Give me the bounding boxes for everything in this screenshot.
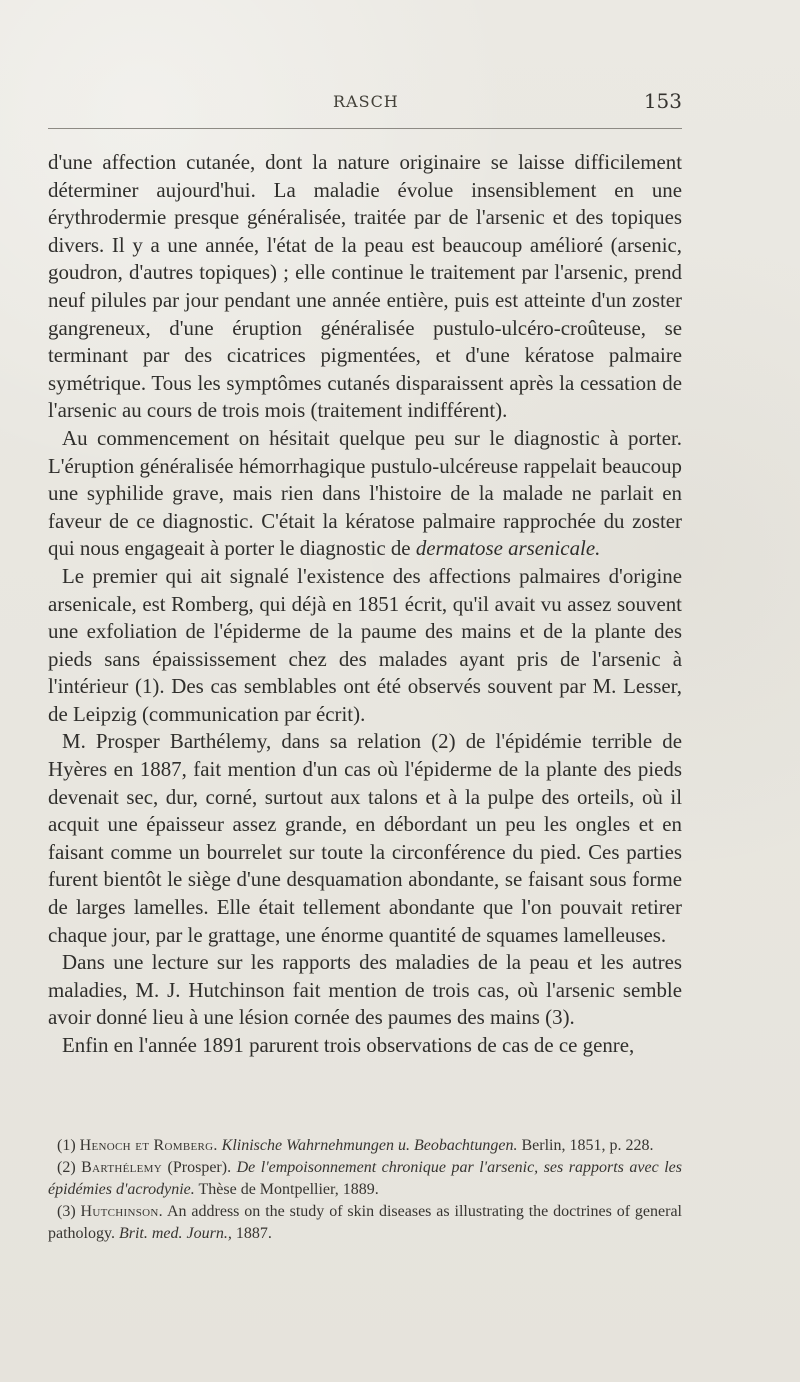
footnote-3-rest-before-title: An address on the study of skin diseases as illustrating the doctrines of general pathology. bbox=[48, 1203, 682, 1242]
footnote-2-author-extra: (Prosper). bbox=[167, 1159, 232, 1176]
footnote-2-title: De l'empoisonnement chronique par l'arsenic, ses rapports avec les épidémies d'acrodynie. bbox=[48, 1159, 682, 1198]
header-rule bbox=[48, 128, 682, 129]
paragraph-4: M. Prosper Barthélemy, dans sa relation (2) de l'épidémie terrible de Hyères en 1887, fait mention d'un cas où l'épiderme de la plante des pieds devenait sec, dur, corné, surtout aux talons et à la pulpe des orteils, où il acquit une épaisseur assez grande, en débordant un peu les ongles et en faisant comme un bourrelet sur toute la circonférence du pied. Ces parties furent bientôt le siège d'une desquamation abondante, se faisant sous forme de larges lamelles. Elle était tellement abondante que l'on pouvait retirer chaque jour, par le grattage, une énorme quantité de squames lamelleuses. bbox=[48, 729, 682, 947]
paragraph-2-italic-term: dermatose arsenicale. bbox=[415, 536, 601, 561]
footnote-1-author: Henoch et Romberg. bbox=[79, 1137, 218, 1154]
footnote-2 bbox=[48, 1157, 682, 1201]
footnote-2-author: Barthélemy bbox=[81, 1159, 163, 1176]
running-title: RASCH bbox=[333, 92, 399, 111]
footnote-2-rest: Thèse de Montpellier, 1889. bbox=[198, 1181, 379, 1198]
footnote-1-number: (1) bbox=[57, 1137, 76, 1154]
footnote-1 bbox=[48, 1135, 682, 1157]
footnotes bbox=[48, 1135, 682, 1245]
footnote-1-title: Klinische Wahrnehmungen u. Beobachtungen. bbox=[221, 1137, 518, 1154]
footnote-3-rest: 1887. bbox=[235, 1225, 272, 1242]
footnote-3 bbox=[48, 1201, 682, 1245]
page-header bbox=[48, 88, 682, 122]
paragraph-2 bbox=[48, 425, 682, 563]
footnote-3-number: (3) bbox=[57, 1203, 76, 1220]
paragraph-2-text: Au commencement on hésitait quelque peu sur le diagnostic à porter. L'éruption généralisée hémorrhagique pustulo-ulcéreuse rappelait beaucoup une syphilide grave, mais rien dans l'histoire de la malade ne parlait en faveur de ce diagnostic. C'était la kératose palmaire rapprochée du zoster qui nous engageait à porter le diagnostic de bbox=[48, 425, 682, 561]
main-text bbox=[48, 149, 682, 1060]
paragraph-3: Le premier qui ait signalé l'existence des affections palmaires d'origine arsenicale, est Romberg, qui déjà en 1851 écrit, qu'il avait vu assez souvent une exfoliation de l'épiderme de la paume des mains et de la plante des pieds sans épaississement chez des malades ayant pris de l'arsenic à l'intérieur (1). Des cas semblables ont été observés souvent par M. Lesser, de Leipzig (communication par écrit). bbox=[48, 563, 682, 726]
paragraph-1: d'une affection cutanée, dont la nature originaire se laisse difficilement déterminer aujourd'hui. La maladie évolue insensiblement en une érythrodermie presque généralisée, traitée par de l'arsenic et des topiques divers. Il y a une année, l'état de la peau est beaucoup amélioré (arsenic, goudron, d'autres topiques) ; elle continue le traitement par l'arsenic, prend neuf pilules par jour pendant une année entière, puis est atteinte d'un zoster gangreneux, d'une éruption généralisée pustulo-ulcéro-croûteuse, se terminant par des cicatrices pigmentées, et d'une kératose palmaire symétrique. Tous les symptômes cutanés disparaissent après la cessation de l'arsenic au cours de trois mois (traitement indifférent). bbox=[48, 150, 682, 423]
footnote-1-rest: Berlin, 1851, p. 228. bbox=[521, 1137, 654, 1154]
footnote-3-title: Brit. med. Journ., bbox=[118, 1225, 232, 1242]
paragraph-5: Dans une lecture sur les rapports des maladies de la peau et les autres maladies, M. J. Hutchinson fait mention de trois cas, où l'arsenic semble avoir donné lieu à une lésion cornée des paumes des mains (3). bbox=[48, 950, 682, 1030]
paragraph-6: Enfin en l'année 1891 parurent trois observations de cas de ce genre, bbox=[62, 1033, 635, 1057]
footnote-2-number: (2) bbox=[57, 1159, 76, 1176]
page-number: 153 bbox=[643, 89, 682, 113]
footnote-3-author: Hutchinson. bbox=[80, 1203, 163, 1220]
